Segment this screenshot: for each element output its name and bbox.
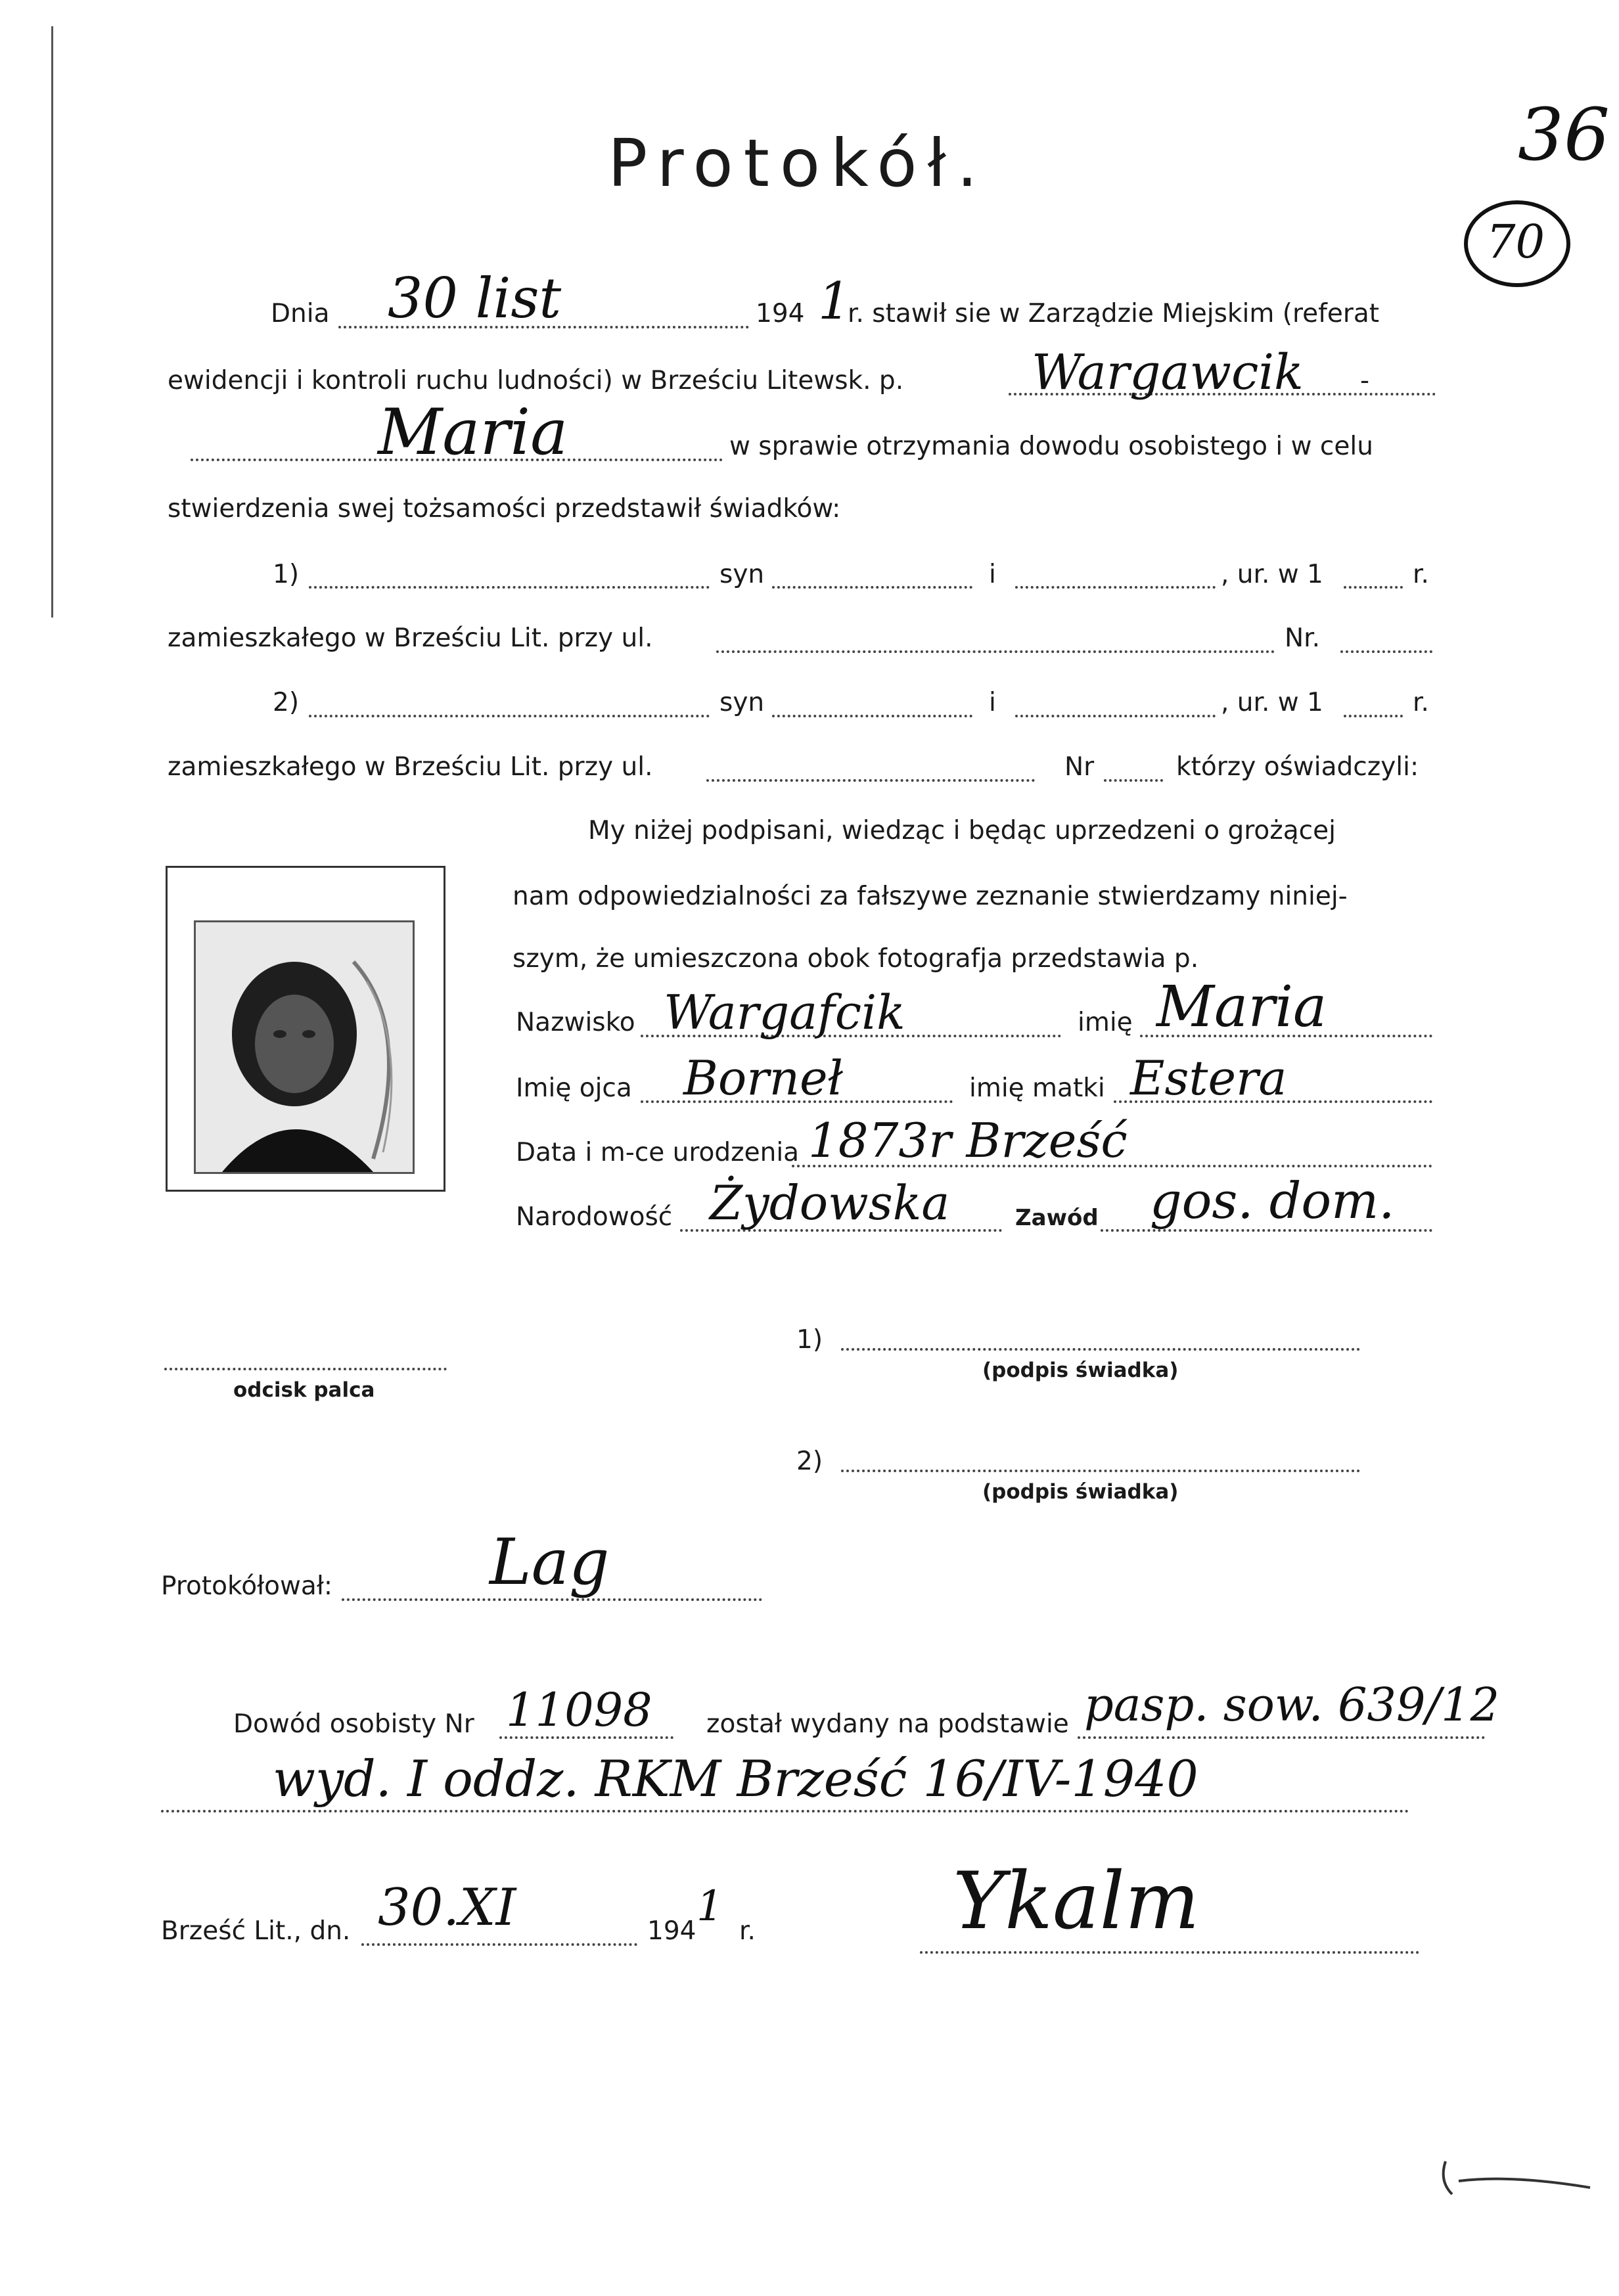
dowod-mid: został wydany na podstawie [706,1709,1069,1739]
witness1-i: i [989,560,996,589]
address1-street-line2 [716,650,1275,653]
signature1-caption: (podpis świadka) [982,1359,1179,1382]
line1-text: r. stawił sie w Zarządzie Miejskim (referat [848,299,1380,328]
surname-handwritten: Wargawcik [1032,344,1304,401]
imie-label: imię [1078,1008,1133,1037]
narodowosc-handwritten: Żydowska [710,1175,950,1230]
circled-number: 70 [1486,215,1545,269]
signature1-number: 1) [796,1325,823,1355]
witness2-number: 2) [273,688,300,717]
zawod-handwritten: gos. dom. [1150,1171,1395,1230]
footer-year-prefix: 194 [647,1916,696,1946]
dowod2-handwritten: wyd. I oddz. RKM Brześć 16/IV-1940 [273,1749,1198,1808]
dowod-prefix: Dowód osobisty Nr [233,1709,474,1739]
line2-dash: - [1360,366,1370,395]
address2-suffix: którzy oświadczyli: [1176,752,1419,782]
witness1-number: 1) [273,560,300,589]
official-signature-line [920,1951,1419,1954]
witness1-r: r. [1413,560,1429,589]
dowod2-line [161,1810,1409,1812]
address1-nr: Nr. [1285,623,1321,653]
witness2-i: i [989,688,996,717]
witness2-syn: syn [719,688,765,717]
statement-line-3: szym, że umieszczona obok fotografja przedstawia p. [513,944,1199,974]
date-label: Dnia [271,299,330,328]
imie-matki-handwritten: Estera [1130,1050,1287,1106]
protokolowal-label: Protokółował: [161,1571,333,1601]
page-number: 36 [1518,93,1610,177]
address2-nr-line [1104,779,1163,782]
footer-date-handwritten: 30.XI [378,1878,516,1937]
nazwisko-label: Nazwisko [516,1008,635,1037]
address2-nr: Nr [1064,752,1095,782]
witness1-year-line [1344,586,1403,589]
date-handwritten: 30 list [388,266,562,330]
fingerprint-line [164,1368,447,1370]
signature2-line [841,1470,1360,1472]
circled-number-stamp [1464,200,1570,287]
witness1-mother-line [1015,586,1216,589]
witness2-r: r. [1413,688,1429,717]
corner-pencil-mark [1432,2155,1603,2207]
imie-handwritten: Maria [1156,974,1327,1040]
witness1-ur: , ur. w 1 [1221,560,1323,589]
witness2-father-line [772,715,972,717]
year-prefix: 194 [756,299,805,328]
document-title: Protokół. [608,125,988,202]
official-signature: Ykalm [953,1856,1200,1947]
narodowosc-label: Narodowość [516,1202,673,1232]
fingerprint-label: odcisk palca [233,1378,375,1402]
dowod-basis-handwritten: pasp. sow. 639/12 [1084,1678,1500,1732]
line4-text: stwierdzenia swej tożsamości przedstawił świadków: [168,494,841,524]
footer-date-line [361,1943,637,1946]
address2-text: zamieszkałego w Brześciu Lit. przy ul. [168,752,653,782]
line3-text: w sprawie otrzymania dowodu osobistego i w celu [729,432,1373,461]
statement-line-2: nam odpowiedzialności za fałszywe zeznanie stwierdzamy niniej- [513,882,1348,911]
footer-r: r. [739,1916,756,1946]
address2-street-line [706,779,1035,782]
witness2-ur: , ur. w 1 [1221,688,1323,717]
dowod-basis-line [1078,1736,1485,1739]
statement-line-1: My niżej podpisani, wiedząc i będąc uprzedzeni o grożącej [588,816,1336,845]
footer-year-handwritten: 1 [696,1882,723,1931]
dowod-nr-handwritten: 11098 [506,1683,652,1737]
data-urodzenia-handwritten: 1873r Brześć [808,1113,1128,1168]
photograph [194,920,415,1174]
nazwisko-handwritten: Wargafcik [664,985,905,1040]
address1-text: zamieszkałego w Brześciu Lit. przy ul. [168,623,653,653]
signature2-caption: (podpis świadka) [982,1480,1179,1504]
data-urodzenia-label: Data i m-ce urodzenia [516,1138,800,1167]
witness1-syn: syn [719,560,765,589]
line2-text: ewidencji i kontroli ruchu ludności) w Brześciu Litewsk. p. [168,366,904,395]
witness2-year-line [1344,715,1403,717]
protokolowal-signature: Lag [490,1525,610,1599]
signature1-line [841,1348,1360,1351]
witness1-father-line [772,586,972,589]
first-name-handwritten: Maria [378,395,568,469]
witness2-name-line [309,715,710,717]
witness1-name-line [309,586,710,589]
imie-ojca-label: Imię ojca [516,1073,632,1103]
footer-place: Brześć Lit., dn. [161,1916,351,1946]
signature2-number: 2) [796,1447,823,1476]
margin-line [51,26,53,618]
address1-nr-line [1340,650,1432,653]
zawod-label: Zawód [1015,1205,1099,1231]
imie-matki-label: imię matki [969,1073,1105,1103]
imie-ojca-handwritten: Borneł [683,1050,843,1106]
photo-frame [166,866,445,1192]
witness2-mother-line [1015,715,1216,717]
year-handwritten: 1 [818,272,851,331]
portrait-image [196,922,413,1172]
